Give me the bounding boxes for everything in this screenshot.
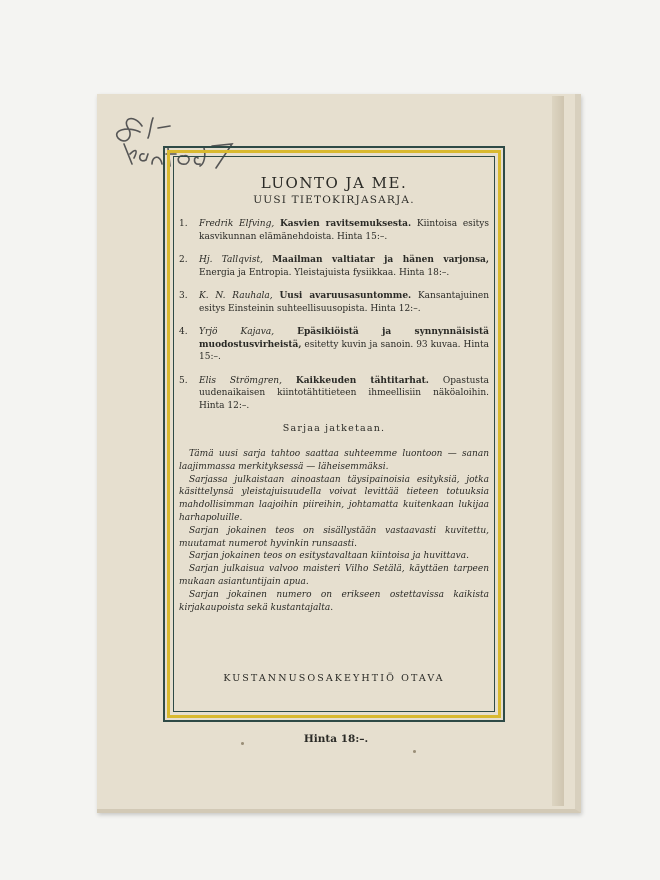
description-paragraph: Sarjan julkaisua valvoo maisteri Vilho Setälä, käyttäen tarpeen mukaan asiantuntijain apua. [179, 564, 489, 587]
item-body [199, 218, 489, 243]
series-subtitle: UUSI TIETOKIRJASARJA. [253, 194, 415, 206]
item-title: Kasvien ravitsemuksesta. [279, 219, 412, 229]
item-title: Uusi avaruusasuntomme. [279, 291, 412, 301]
series-title: LUONTO JA ME. [260, 174, 408, 192]
item-text: esitetty kuvin ja sanoin. 93 kuvaa. Hinta 15:–. [199, 339, 489, 362]
paper-spot [241, 742, 244, 745]
paper-spot [413, 750, 416, 753]
description-paragraph: Tämä uusi sarja tahtoo saattaa suhteemme luontoon — sanan laajimmassa merkityksessä — läheisemmäksi. [179, 449, 489, 472]
item-text: Kansantajuinen esitys Einsteinin suhteellisuusopista. Hinta 12:–. [199, 291, 489, 314]
series-continued-note: Sarjaa jatketaan. [282, 423, 386, 434]
item-text: Kiintoisa esitys kasvikunnan elämänehdoista. Hinta 15:–. [199, 219, 489, 242]
catalog-frame [163, 146, 505, 722]
item-author: Yrjö Kajava, [199, 327, 275, 337]
item-number: 1. [179, 219, 188, 229]
item-author: K. N. Rauhala, [199, 291, 273, 301]
description-paragraph: Sarjan jokainen teos on sisällystään vastaavasti kuvitettu, muutamat numerot hyvinkin runsaasti. [179, 525, 489, 549]
book-spine-edge [552, 96, 564, 806]
price-label: Hinta 18:–. [303, 733, 369, 745]
description-paragraph: Sarjan jokainen numero on erikseen ostettavissa kaikista kirjakaupoista sekä kustantajalta. [179, 589, 489, 613]
item-title: Maailman valtiatar ja hänen varjonsa, [272, 255, 489, 265]
publisher-name: KUSTANNUSOSAKEYHTIÖ OTAVA [223, 673, 445, 684]
item-text: Opastusta uudenaikaisen kiintotähtitieteen ihmeellisiin näköaloihin. Hinta 12:–. [199, 375, 490, 411]
item-number: 4. [179, 327, 188, 337]
description-paragraph: Sarjassa julkaistaan ainoastaan täysipainoisia esityksiä, jotka käsittelynsä yleistajuisuudella voivat levittää tieteen totuuksia mahdollisimman laajoihin piireihin, johtamatta kuitenkaan lukijaa harhapoluille. [179, 474, 489, 523]
list-item [179, 290, 489, 315]
item-author: Hj. Tallqvist, [199, 255, 263, 265]
item-number: 3. [179, 291, 188, 301]
book-list [179, 218, 489, 412]
item-body [199, 254, 489, 279]
item-title: Kaikkeuden tähtitarhat. [295, 375, 429, 386]
list-item [179, 254, 489, 279]
series-description [179, 448, 489, 614]
catalog-content [179, 162, 489, 706]
item-body [199, 326, 489, 364]
item-number: 2. [179, 255, 188, 265]
item-body [199, 290, 489, 315]
description-paragraph: Sarjan jokainen teos on esitystavaltaan kiintoisa ja huvittava. [189, 551, 469, 562]
list-item [179, 375, 489, 413]
item-author: Fredrik Elfving, [199, 219, 275, 229]
item-body [199, 375, 489, 413]
item-text: Energia ja Entropia. Yleistajuista fysiikkaa. Hinta 18:–. [199, 267, 450, 278]
list-item [179, 218, 489, 243]
item-number: 5. [179, 375, 188, 386]
list-item [179, 326, 489, 364]
item-author: Elis Strömgren, [199, 375, 282, 386]
item-title: Epäsikiöistä ja synnynnäisistä muodostusvirheistä, [199, 327, 489, 350]
